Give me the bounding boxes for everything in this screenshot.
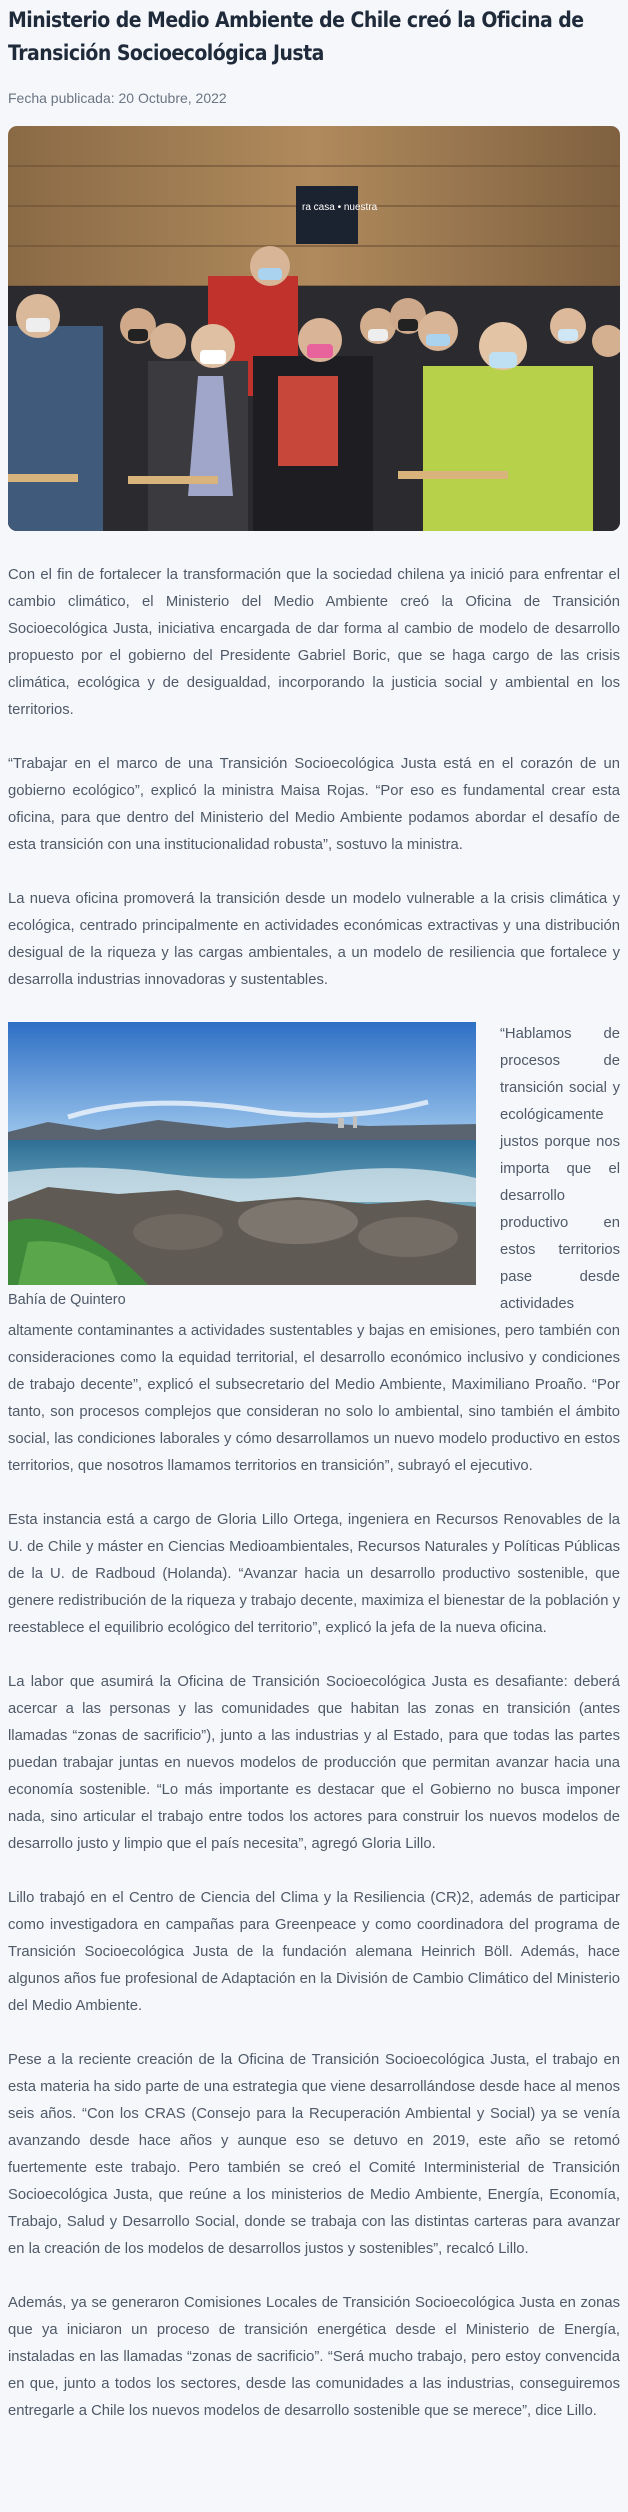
bay-photo xyxy=(8,1022,476,1285)
hero-sign: ra casa • nuestra xyxy=(302,202,378,213)
paragraph: La nueva oficina promoverá la transición desde un modelo vulnerable a la crisis climática y ecológica, centrado principalmente en actividades económicas extractivas y una distribución desigual de la riqueza y las cargas ambientales, a un modelo de resiliencia que fortalece y desarrolla industrias innovadoras y sustentables. xyxy=(8,891,620,988)
article-title: Ministerio de Medio Ambiente de Chile creó la Oficina de Transición Socioecológica Justa xyxy=(8,8,584,65)
publish-date: Fecha publicada: 20 Octubre, 2022 xyxy=(8,90,227,106)
paragraph: Además, ya se generaron Comisiones Locales de Transición Socioecológica Justa en zonas que ya iniciaron un proceso de transición energética desde el Ministerio de Energía, instaladas en las llamadas “zonas de sacrificio”. “Será mucho trabajo, pero estoy convencida en que, junto a todos los sectores, desde las comunidades a las industrias, conseguiremos entregarle a Chile los nuevos modelos de desarrollo sostenible que se merece”, dice Lillo. xyxy=(8,2295,620,2419)
paragraph: Con el fin de fortalecer la transformación que la sociedad chilena ya inició para enfrentar el cambio climático, el Ministerio del Medio Ambiente creó la Oficina de Transición Socioecológica Justa, iniciativa encargada de dar forma al cambio de modelo de desarrollo propuesto por el gobierno del Presidente Gabriel Boric, que se haga cargo de las crisis climática, ecológica y de desigualdad, incorporando la justicia social y ambiental en los territorios. xyxy=(8,567,620,718)
paragraph: Lillo trabajó en el Centro de Ciencia del Clima y la Resiliencia (CR)2, además de participar como investigadora en campañas para Greenpeace y como coordinadora del programa de Transición Socioecológica Justa de la fundación alemana Heinrich Böll. Además, hace algunos años fue profesional de Adaptación en la División de Cambio Climático del Ministerio del Medio Ambiente. xyxy=(8,1890,620,2014)
paragraph: “Hablamos de procesos de transición social y ecológicamente justos porque nos importa que el desarrollo productivo en estos territorios pase desde actividades altamente contaminantes a actividades sustentables y bajas en emisiones, pero también con consideraciones como la equidad territorial, el desarrollo económico inclusivo y condiciones de trabajo decente”, explicó el subsecretario del Medio Ambiente, Maximiliano Proaño. “Por tanto, son procesos complejos que consideran no solo lo ambiental, sino también el ámbito social, las condiciones laborales y cómo desarrollamos un nuevo modelo productivo en estos territorios, que nosotros llamamos territorios en transición”, subrayó el ejecutivo. xyxy=(8,1026,620,1474)
paragraph: Esta instancia está a cargo de Gloria Lillo Ortega, ingeniera en Recursos Renovables de la U. de Chile y máster en Ciencias Medioambientales, Recursos Naturales y Políticas Públicas de la U. de Radboud (Holanda). “Avanzar hacia un desarrollo productivo sostenible, que genere redistribución de la riqueza y trabajo decente, maximiza el bienestar de la población y reestablece el equilibrio ecológico del territorio”, explicó la jefa de la nueva oficina. xyxy=(8,1512,620,1636)
hero-photo xyxy=(8,126,620,531)
paragraph: Pese a la reciente creación de la Oficina de Transición Socioecológica Justa, el trabajo en esta materia ha sido parte de una estrategia que viene desarrollándose desde hace al menos seis años. “Con los CRAS (Consejo para la Recuperación Ambiental y Social) ya se venía avanzando desde hace años y aunque eso se detuvo en 2019, este año se retomó fuertemente este trabajo. Pero también se creó el Comité Interministerial de Transición Socioecológica Justa, que reúne a los ministerios de Medio Ambiente, Energía, Economía, Trabajo, Salud y Desarrollo Social, donde se trabaja con las distintas carteras para avanzar en la creación de los modelos de desarrollos justos y sostenibles”, recalcó Lillo. xyxy=(8,2052,621,2257)
figure xyxy=(8,1022,476,1310)
article-body xyxy=(8,562,620,2425)
paragraph: La labor que asumirá la Oficina de Transición Socioecológica Justa es desafiante: deberá acercar a las personas y las comunidades que habitan las zonas en transición (antes llamadas “zonas de sacrificio”), junto a las industrias y al Estado, para que todas las partes puedan trabajar juntas en nuevos modelos de producción que permitan avanzar hacia una economía sostenible. “Lo más importante es destacar que el Gobierno no busca imponer nada, sino articular el trabajo entre todos los actores para construir los nuevos modelos de desarrollo justo y limpio que el país necesita”, agregó Gloria Lillo. xyxy=(8,1674,620,1852)
figure-caption: Bahía de Quintero xyxy=(8,1292,126,1308)
paragraph: “Trabajar en el marco de una Transición Socioecológica Justa está en el corazón de un gobierno ecológico”, explicó la ministra Maisa Rojas. “Por eso es fundamental crear esta oficina, para que dentro del Ministerio del Medio Ambiente podamos abordar el desafío de esta transición con una institucionalidad robusta”, sostuvo la ministra. xyxy=(8,756,620,853)
